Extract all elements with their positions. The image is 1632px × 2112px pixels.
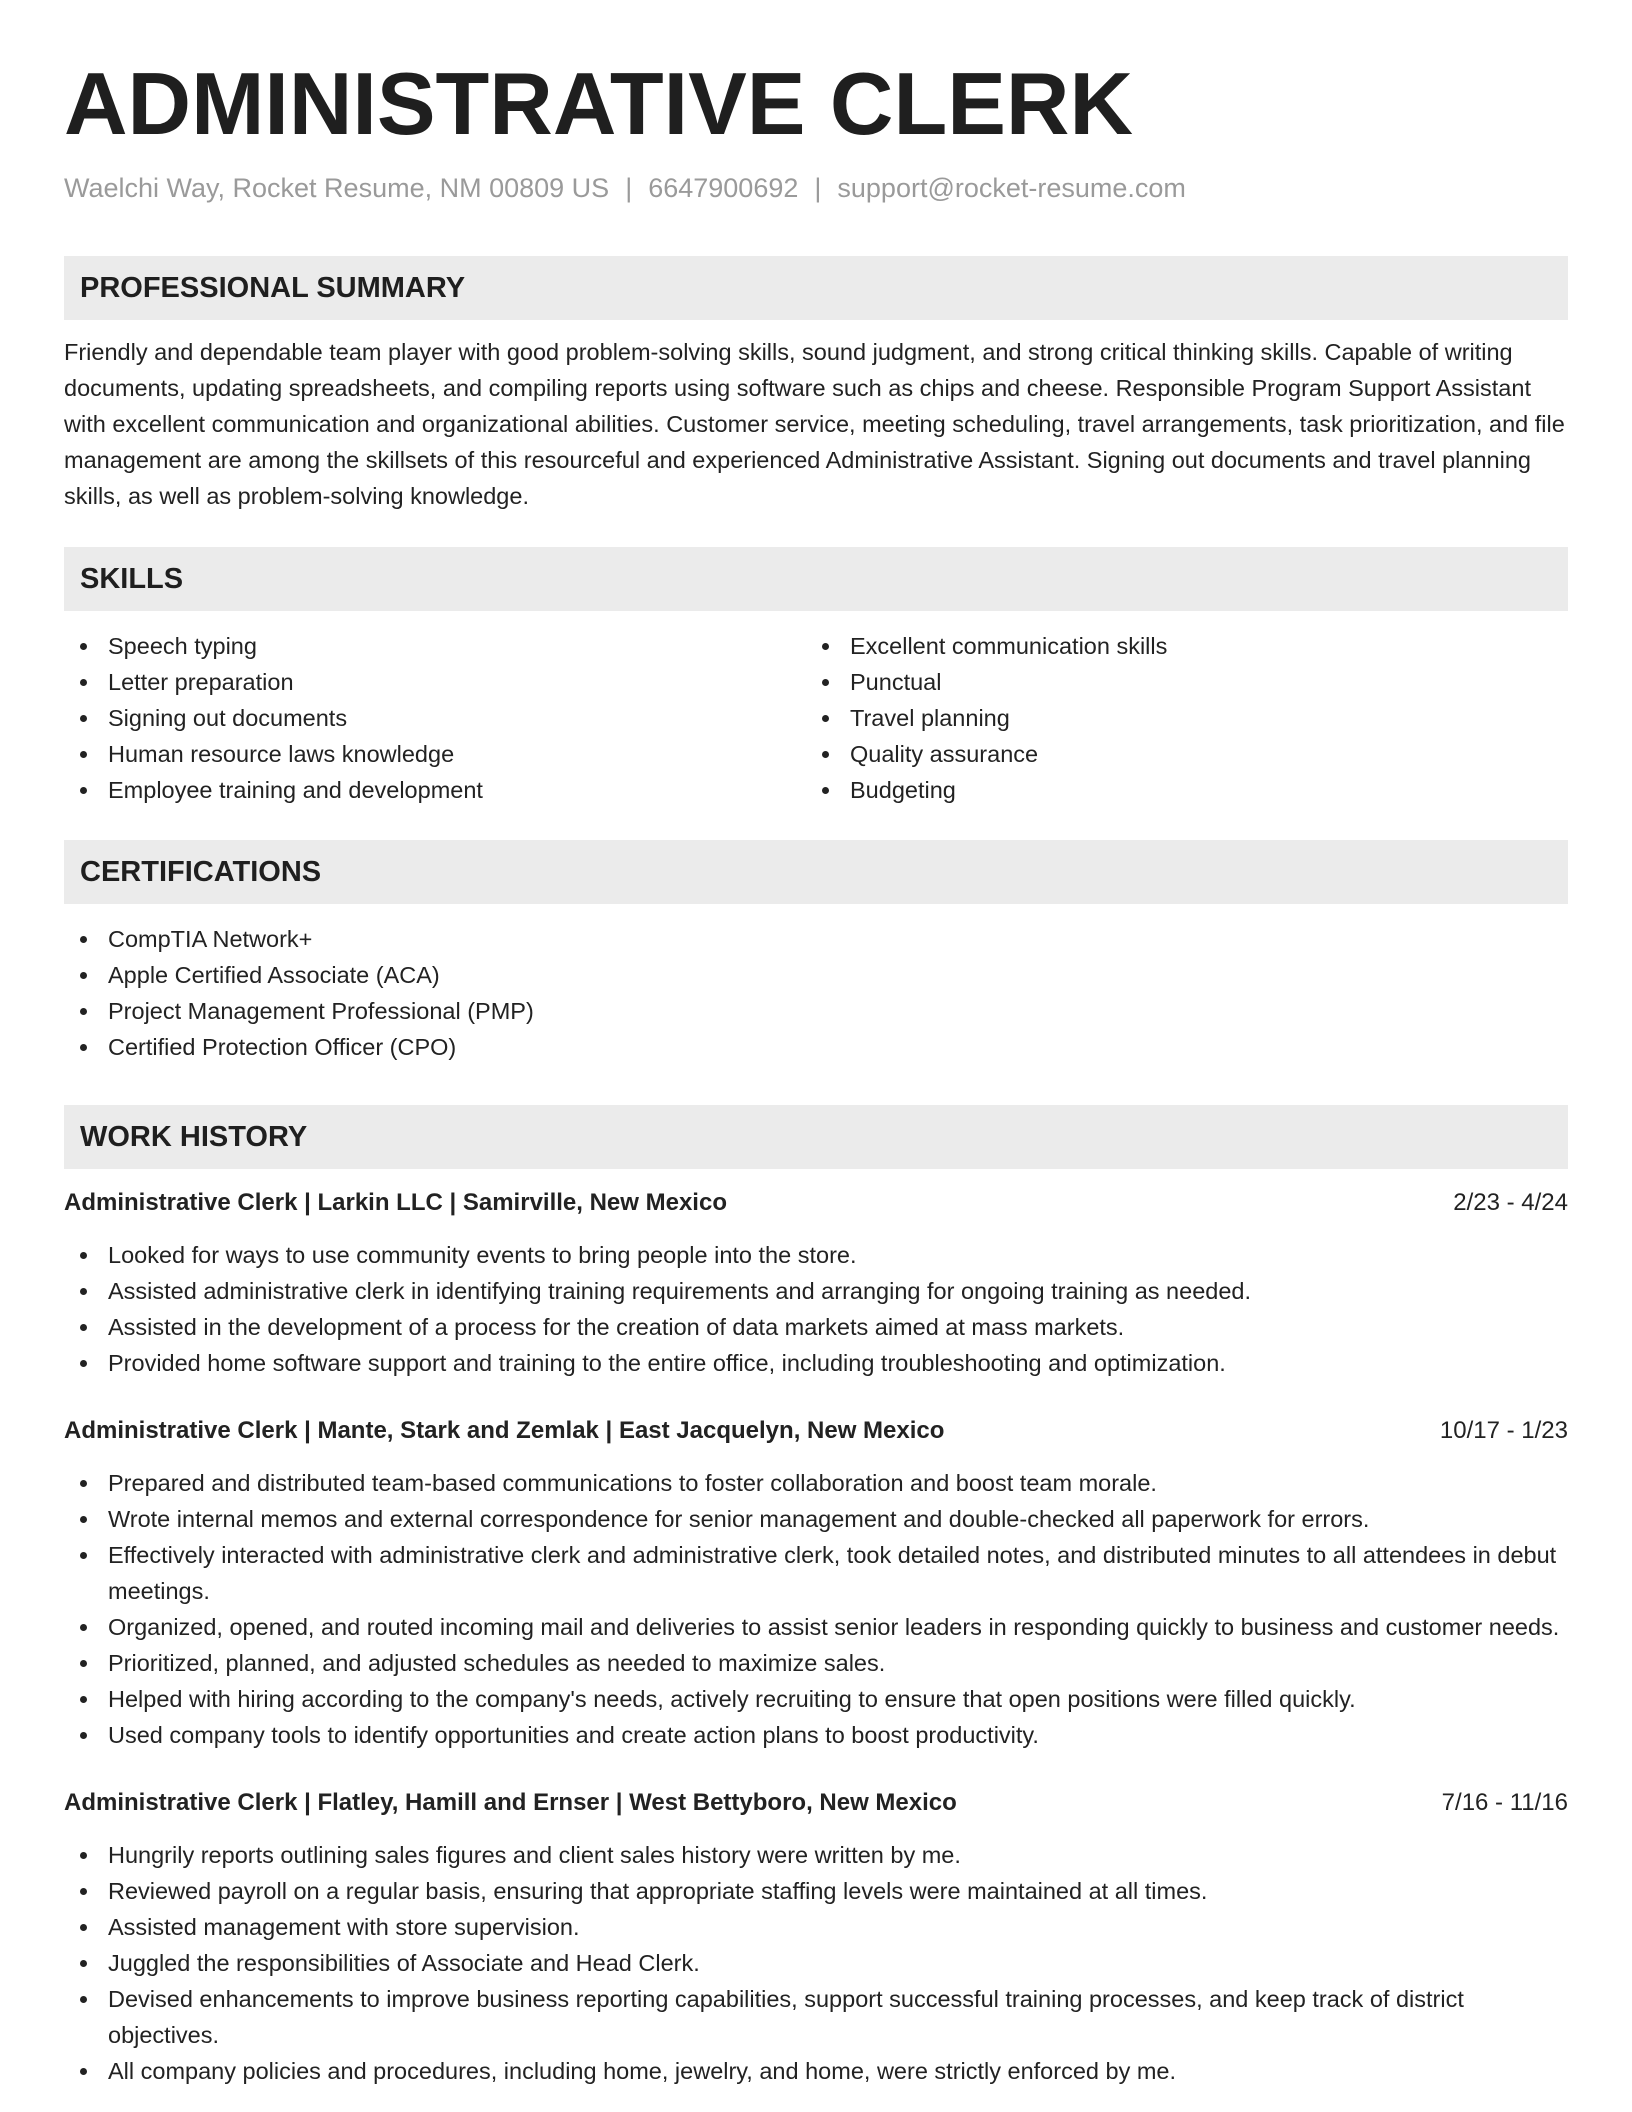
job-bullet: Juggled the responsibilities of Associate and Head Clerk. — [64, 1945, 1568, 1981]
job-header — [64, 1413, 1568, 1449]
contact-separator: | — [625, 173, 633, 203]
work-history-heading: WORK HISTORY — [64, 1105, 1568, 1169]
job-bullets — [64, 1237, 1568, 1381]
job-bullet: Effectively interacted with administrative clerk and administrative clerk, took detailed notes, and distributed minutes to all attendees in debut meetings. — [64, 1537, 1568, 1609]
job-dates: 10/17 - 1/23 — [1439, 1417, 1568, 1444]
job-bullet: Organized, opened, and routed incoming mail and deliveries to assist senior leaders in responding quickly to business and customer needs. — [64, 1609, 1568, 1645]
job-entry — [64, 1785, 1568, 2089]
job-bullet: Helped with hiring according to the company's needs, actively recruiting to ensure that open positions were filled quickly. — [64, 1681, 1568, 1717]
resume-title: ADMINISTRATIVE CLERK — [64, 54, 1134, 153]
job-bullet: Provided home software support and training to the entire office, including troubleshooting and optimization. — [64, 1345, 1568, 1381]
skills-column-left — [64, 628, 806, 808]
contact-phone: 6647900692 — [648, 173, 799, 203]
contact-line — [64, 170, 1568, 206]
skill-item: Letter preparation — [64, 664, 806, 700]
job-title: Administrative Clerk | Flatley, Hamill and Ernser | West Bettyboro, New Mexico — [64, 1789, 957, 1816]
job-title: Administrative Clerk | Mante, Stark and Zemlak | East Jacquelyn, New Mexico — [64, 1417, 945, 1444]
skill-item: Punctual — [806, 664, 1548, 700]
contact-email: support@rocket-resume.com — [837, 173, 1186, 203]
certifications-heading: CERTIFICATIONS — [64, 840, 1568, 904]
skill-item: Employee training and development — [64, 772, 806, 808]
contact-separator: | — [814, 173, 822, 203]
job-bullet: Assisted administrative clerk in identifying training requirements and arranging for ongoing training as needed. — [64, 1273, 1568, 1309]
skills-column-right — [806, 628, 1548, 808]
summary-text: Friendly and dependable team player with good problem-solving skills, sound judgment, and strong critical thinking skills. Capable of writing documents, updating spreadsheets, and compiling reports using software such as chips and cheese. Responsible Program Support Assistant with excellent communication and organizational abilities. Customer service, meeting scheduling, travel arrangements, task prioritization, and file management are among the skillsets of this resourceful and experienced Administrative Assistant. Signing out documents and travel planning skills, as well as problem-solving knowledge. — [64, 339, 1565, 509]
job-bullets — [64, 1465, 1568, 1753]
skill-item: Human resource laws knowledge — [64, 736, 806, 772]
skills-grid — [64, 628, 1568, 808]
job-bullet: Assisted in the development of a process for the creation of data markets aimed at mass markets. — [64, 1309, 1568, 1345]
job-header — [64, 1185, 1568, 1221]
job-bullets — [64, 1837, 1568, 2089]
skill-item: Quality assurance — [806, 736, 1548, 772]
skill-item: Speech typing — [64, 628, 806, 664]
skill-item: Signing out documents — [64, 700, 806, 736]
job-bullet: Prioritized, planned, and adjusted schedules as needed to maximize sales. — [64, 1645, 1568, 1681]
skills-heading: SKILLS — [64, 547, 1568, 611]
certifications-list — [64, 921, 1568, 1065]
job-header — [64, 1785, 1568, 1821]
job-bullet: All company policies and procedures, including home, jewelry, and home, were strictly enforced by me. — [64, 2053, 1568, 2089]
job-bullet: Prepared and distributed team-based communications to foster collaboration and boost team morale. — [64, 1465, 1568, 1501]
job-bullet: Devised enhancements to improve business reporting capabilities, support successful training processes, and keep track of district objectives. — [64, 1981, 1568, 2053]
job-entry — [64, 1413, 1568, 1753]
certification-item: Apple Certified Associate (ACA) — [64, 957, 1568, 993]
job-dates: 2/23 - 4/24 — [1453, 1189, 1568, 1216]
job-bullet: Assisted management with store supervision. — [64, 1909, 1568, 1945]
contact-address: Waelchi Way, Rocket Resume, NM 00809 US — [64, 173, 610, 203]
skill-item: Budgeting — [806, 772, 1548, 808]
job-bullet: Reviewed payroll on a regular basis, ensuring that appropriate staffing levels were maintained at all times. — [64, 1873, 1568, 1909]
job-title: Administrative Clerk | Larkin LLC | Samirville, New Mexico — [64, 1189, 727, 1216]
certification-item: Certified Protection Officer (CPO) — [64, 1029, 1568, 1065]
job-bullet: Wrote internal memos and external correspondence for senior management and double-checked all paperwork for errors. — [64, 1501, 1568, 1537]
certification-item: Project Management Professional (PMP) — [64, 993, 1568, 1029]
job-dates: 7/16 - 11/16 — [1441, 1789, 1568, 1816]
job-bullet: Looked for ways to use community events to bring people into the store. — [64, 1237, 1568, 1273]
job-entry — [64, 1185, 1568, 1381]
summary-heading: PROFESSIONAL SUMMARY — [64, 256, 1568, 320]
resume-page — [64, 52, 1568, 2089]
skill-item: Travel planning — [806, 700, 1548, 736]
job-bullet: Used company tools to identify opportunities and create action plans to boost productivity. — [64, 1717, 1568, 1753]
certification-item: CompTIA Network+ — [64, 921, 1568, 957]
skill-item: Excellent communication skills — [806, 628, 1548, 664]
job-bullet: Hungrily reports outlining sales figures and client sales history were written by me. — [64, 1837, 1568, 1873]
